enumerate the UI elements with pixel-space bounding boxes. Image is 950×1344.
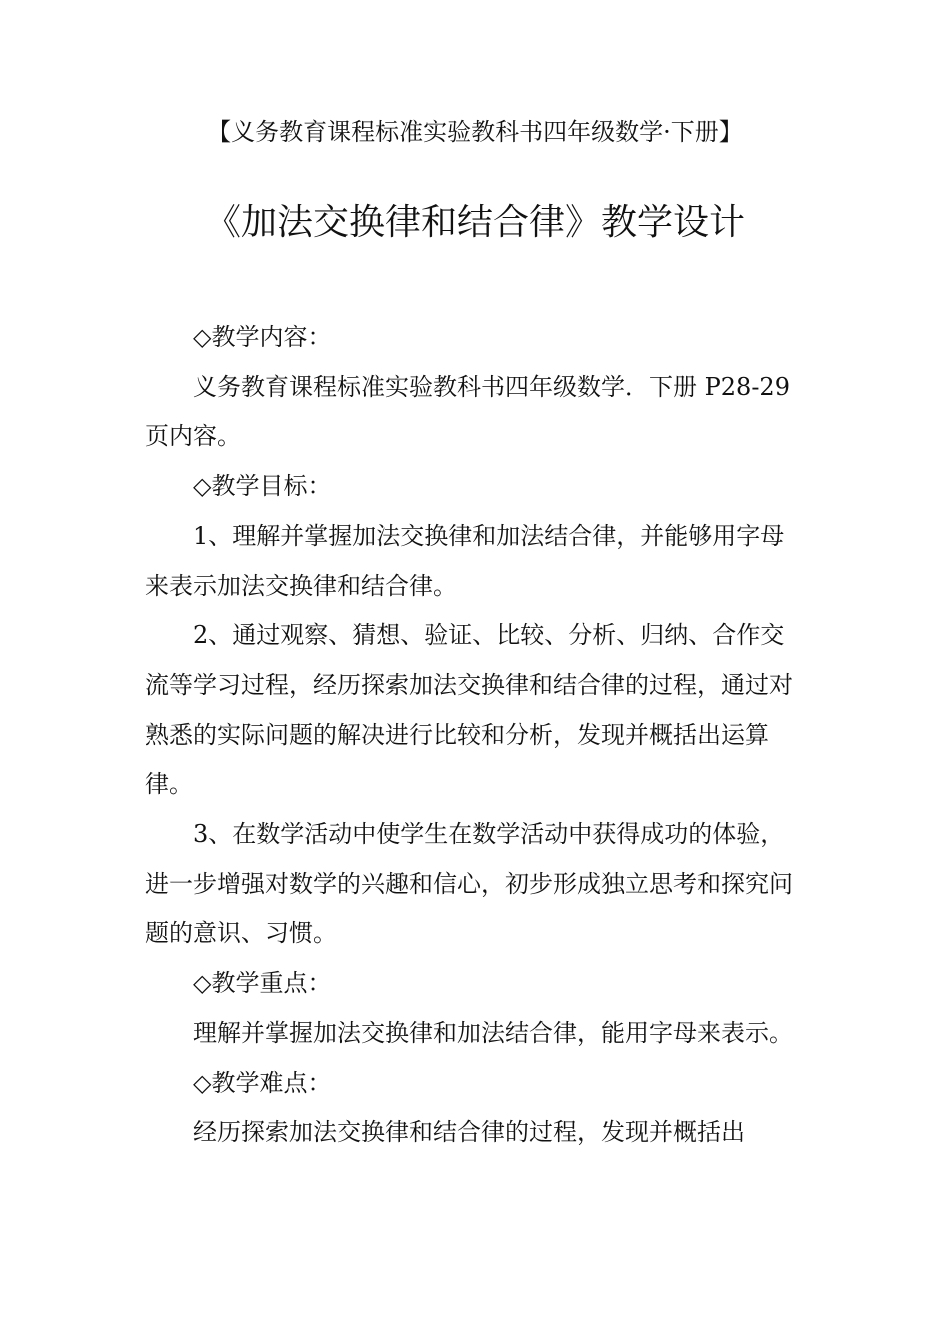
paragraph-objective-2: 2、通过观察、猜想、验证、比较、分析、归纳、合作交流等学习过程，经历探索加法交换律和结合律的过程，通过对熟悉的实际问题的解决进行比较和分析，发现并概括出运算律。: [145, 621, 793, 799]
paragraph-content: 义务教育课程标准实验教科书四年级数学．下册 P28-29 页内容。: [145, 372, 790, 451]
document-title: 《加法交换律和结合律》教学设计: [204, 202, 745, 243]
document-subtitle: 【义务教育课程标准实验教科书四年级数学·下册】: [207, 118, 743, 146]
paragraph-key-points: 理解并掌握加法交换律和加法结合律，能用字母来表示。: [193, 1018, 793, 1047]
paragraph-objective-1: 1、理解并掌握加法交换律和加法结合律，并能够用字母来表示加法交换律和结合律。: [145, 521, 785, 600]
document-body: [145, 313, 800, 1158]
section-heading-key-points: ◇教学重点：: [193, 969, 332, 998]
paragraph-objective-3: 3、在数学活动中使学生在数学活动中获得成功的体验，进一步增强对数学的兴趣和信心，初步形成独立思考和探究问题的意识、习惯。: [145, 820, 793, 948]
paragraph-difficulties: 经历探索加法交换律和结合律的过程，发现并概括出: [193, 1118, 745, 1147]
section-heading-content: ◇教学内容：: [193, 323, 332, 351]
section-heading-objectives: ◇教学目标：: [193, 472, 332, 501]
section-heading-difficulties: ◇教学难点：: [193, 1068, 332, 1097]
